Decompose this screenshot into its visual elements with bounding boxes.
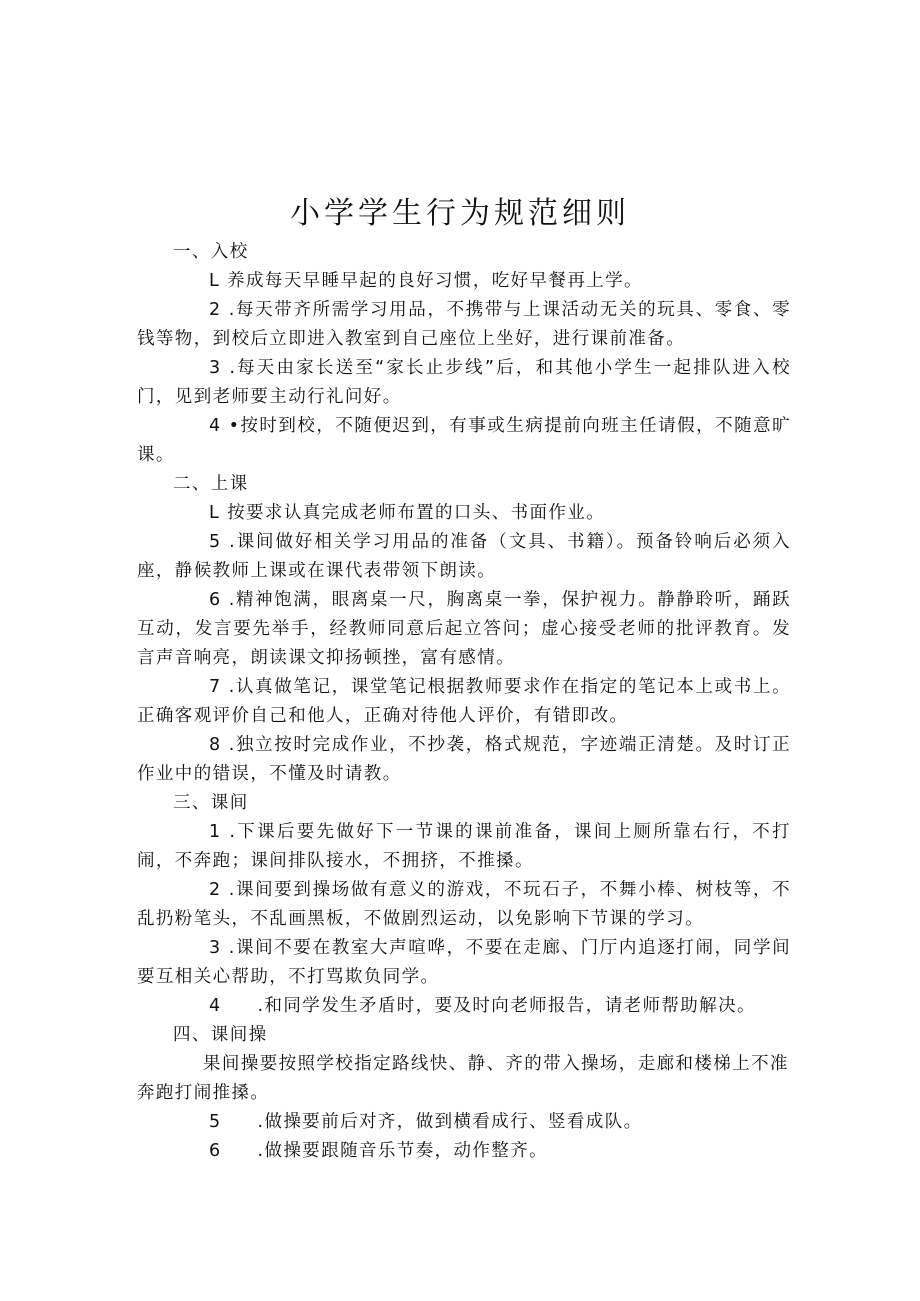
item-text: .课间做好相关学习用品的准备（文具、书籍）。预备铃响后必须入座，静候教师上课或在课代表带领下朗读。 [137, 532, 792, 581]
list-item [137, 528, 791, 586]
list-item [137, 876, 791, 934]
item-text: .课间不要在教室大声喧哗，不要在走廊、门厅内追逐打闹，同学间要互相关心帮助，不打骂欺负同学。 [137, 938, 792, 987]
item-number: 6 [209, 590, 222, 610]
item-text: 按要求认真完成老师布置的口头、书面作业。 [227, 503, 606, 523]
list-item [137, 673, 791, 731]
item-number: 3 [209, 358, 222, 378]
item-number: 8 [209, 735, 222, 755]
item-number: 6 [209, 1141, 222, 1161]
item-text: .做操要跟随音乐节奏，动作整齐。 [257, 1141, 549, 1161]
list-item [137, 992, 791, 1021]
item-text: .独立按时完成作业，不抄袭，格式规范，字迹端正清楚。及时订正作业中的错误，不懂及时请教。 [137, 735, 792, 784]
list-item [137, 412, 791, 470]
list-item [137, 354, 791, 412]
list-item [137, 586, 791, 673]
page-title: 小学学生行为规范细则 [290, 196, 630, 232]
list-item [137, 934, 791, 992]
list-item [137, 818, 791, 876]
item-number: 5 [209, 532, 222, 552]
item-number: L [209, 271, 221, 291]
item-text: .下课后要先做好下一节课的课前准备，课间上厕所靠右行，不打闹，不奔跑；课间排队接水，不拥挤，不推搡。 [137, 822, 791, 871]
list-item [137, 499, 791, 528]
item-text: .精神饱满，眼离桌一尺，胸离桌一拳，保护视力。静静聆听，踊跃互动，发言要先举手，经教师同意后起立答问；虚心接受老师的批评教育。发言声音响亮，朗读课文抑扬顿挫，富有感情。 [137, 590, 792, 668]
item-number: 5 [209, 1112, 222, 1132]
section-heading: 二、上课 [173, 474, 249, 494]
item-text: .每天由家长送至“家长止步线”后，和其他小学生一起排队进入校门，见到老师要主动行礼问好。 [137, 358, 791, 407]
item-number: L [209, 503, 221, 523]
item-number: 3 [209, 938, 222, 958]
section-heading: 三、课间 [173, 793, 249, 813]
item-text: 养成每天早睡早起的良好习惯，吃好早餐再上学。 [227, 271, 643, 291]
item-number: 4 [209, 996, 222, 1016]
item-number: 4 [209, 416, 222, 436]
list-item [137, 267, 791, 296]
item-text: .每天带齐所需学习用品，不携带与上课活动无关的玩具、零食、零钱等物，到校后立即进入教室到自己座位上坐好，进行课前准备。 [137, 300, 792, 349]
list-item [137, 1108, 791, 1137]
item-number: 7 [209, 677, 222, 697]
section-heading: 四、课间操 [173, 1025, 268, 1045]
section-intro: 果间操要按照学校指定路线快、静、齐的带入操场，走廊和楼梯上不准奔跑打闹推搡。 [137, 1054, 789, 1103]
document-body [137, 238, 791, 1166]
list-item [137, 296, 791, 354]
list-item [137, 731, 791, 789]
item-text: .课间要到操场做有意义的游戏，不玩石子，不舞小棒、树枝等，不乱扔粉笔头，不乱画黑板，不做剧烈运动，以免影响下节课的学习。 [137, 880, 792, 929]
item-number: 2 [209, 300, 222, 320]
item-number: 2 [209, 880, 222, 900]
item-text: .和同学发生矛盾时，要及时向老师报告，请老师帮助解决。 [257, 996, 756, 1016]
list-item [137, 1137, 791, 1166]
item-number: 1 [209, 822, 222, 842]
item-text: .认真做笔记，课堂笔记根据教师要求作在指定的笔记本上或书上。正确客观评价自己和他人，正确对待他人评价，有错即改。 [137, 677, 792, 726]
item-text: .做操要前后对齐，做到横看成行、竖看成队。 [257, 1112, 643, 1132]
item-text: •按时到校，不随便迟到，有事或生病提前向班主任请假，不随意旷课。 [137, 416, 791, 465]
section-heading: 一、入校 [173, 242, 249, 262]
